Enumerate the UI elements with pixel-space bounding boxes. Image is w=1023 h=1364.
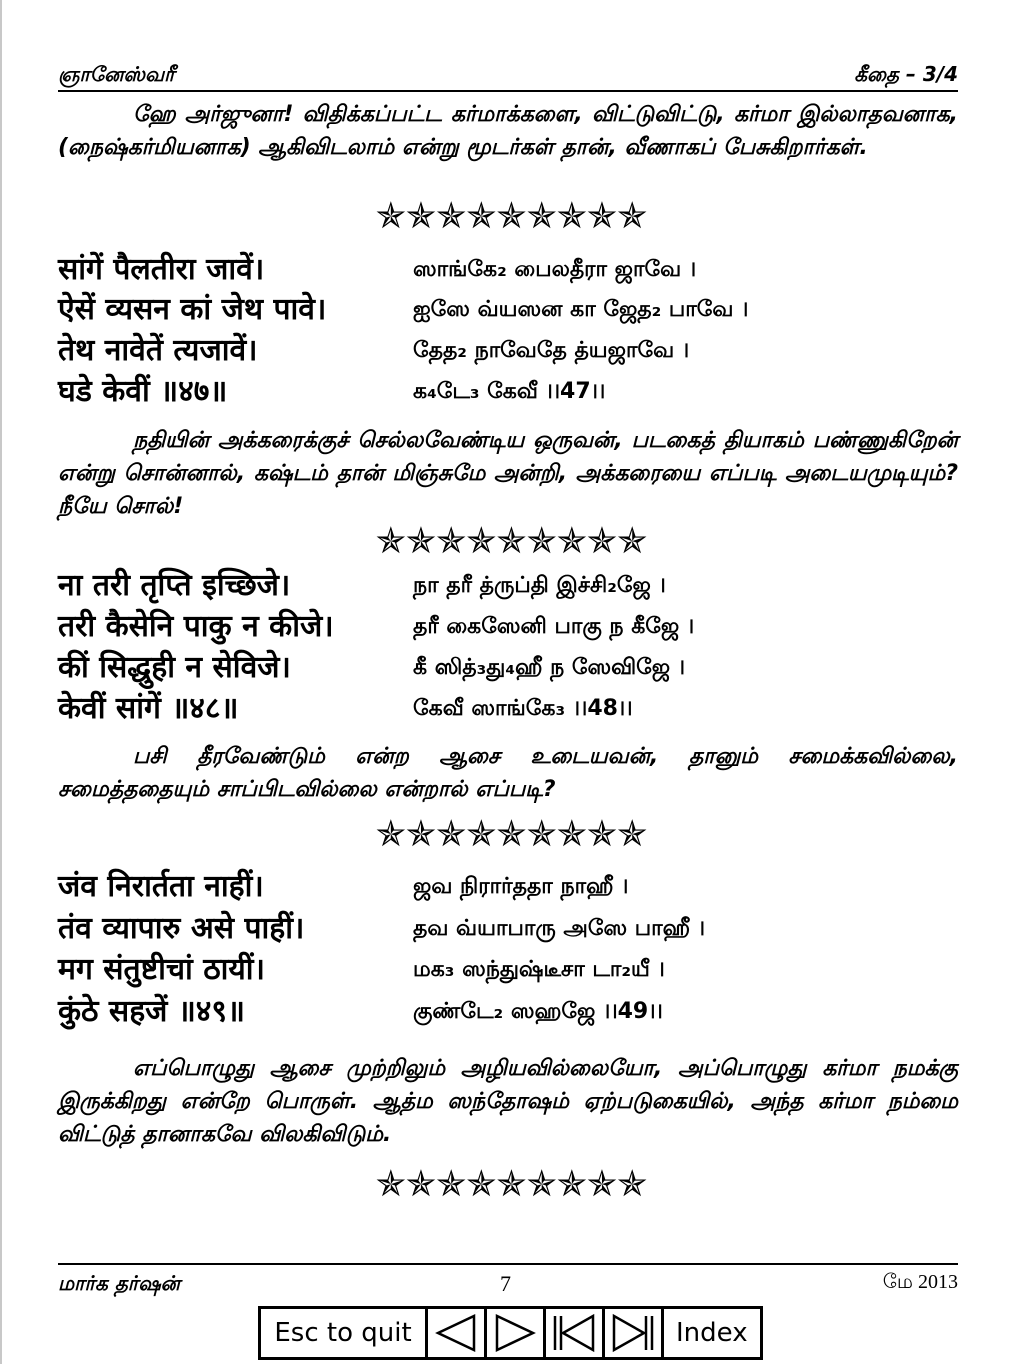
page-header bbox=[58, 60, 958, 92]
verse-devanagari: मग संतुष्टीचां ठायीं। bbox=[58, 952, 265, 987]
verse-line bbox=[58, 607, 958, 647]
verse-line bbox=[58, 566, 958, 606]
star-divider: ✯✯✯✯✯✯✯✯✯ bbox=[375, 521, 648, 562]
verse-devanagari: जंव निरार्तता नाहीं। bbox=[58, 869, 264, 904]
commentary-paragraph-3: பசி தீரவேண்டும் என்ற ஆசை உடையவன், தானும் சமைக்கவில்லை, சமைத்ததையும் சாப்பிடவில்லை என்றால் எப்படி? bbox=[58, 744, 958, 802]
verse-devanagari: कीं सिद्धुही न सेविजे। bbox=[58, 650, 291, 685]
verse-line bbox=[58, 290, 958, 330]
index-label: Index bbox=[676, 1318, 748, 1348]
verse-devanagari: तरी कैसेनि पाकु न कीजे। bbox=[58, 609, 334, 644]
header-title: ஞானேஸ்வரீ bbox=[58, 62, 175, 86]
footer-magazine: மார்க தர்ஷன் bbox=[58, 1271, 181, 1295]
verse-transliteration: தேத₂ நாவேதே த்யஜாவே । bbox=[413, 338, 690, 363]
verse-transliteration: கீ ஸித்₃து₄ஹீ ந ஸேவிஜே । bbox=[413, 655, 686, 680]
triangle-right-icon bbox=[493, 1313, 537, 1353]
verse-devanagari: घडे केवीं ॥४७॥ bbox=[58, 374, 228, 409]
first-page-button[interactable] bbox=[543, 1306, 605, 1360]
verse-devanagari: केवीं सांगें ॥४८॥ bbox=[58, 691, 239, 726]
skip-to-start-icon bbox=[551, 1313, 597, 1353]
verse-line bbox=[58, 909, 958, 949]
verse-line bbox=[58, 372, 958, 412]
page-number: 7 bbox=[500, 1271, 511, 1296]
verse-transliteration: தவ வ்யாபாரு அஸே பாஹீ । bbox=[413, 916, 705, 941]
verse-line bbox=[58, 648, 958, 688]
next-page-button[interactable] bbox=[484, 1306, 546, 1360]
star-divider: ✯✯✯✯✯✯✯✯✯ bbox=[375, 1164, 648, 1205]
verse-transliteration: க₄டே₃ கேவீ ।।47।। bbox=[413, 379, 606, 404]
verse-transliteration: குண்டே₂ ஸஹஜே ।।49।। bbox=[413, 999, 663, 1024]
verse-line bbox=[58, 689, 958, 729]
index-button[interactable] bbox=[661, 1306, 763, 1360]
commentary-paragraph-1: ஹே அர்ஜுனா! விதிக்கப்பட்ட கர்மாக்களை, விட்டுவிட்டு, கர்மா இல்லாதவனாக, (நைஷ்கர்மியனாக) ஆகிவிடலாம் என்று மூடர்கள் தான், வீணாகப் பேசுகிறார்கள். bbox=[58, 102, 958, 160]
verse-line bbox=[58, 867, 958, 907]
verse-transliteration: மக₃ ஸந்துஷ்டீசா டா₂யீ । bbox=[413, 957, 665, 982]
star-divider: ✯✯✯✯✯✯✯✯✯ bbox=[375, 814, 648, 855]
verse-devanagari: सांगें पैलतीरा जावें। bbox=[58, 252, 265, 287]
verse-devanagari: ना तरी तृप्ति इच्छिजे। bbox=[58, 568, 291, 603]
verse-line bbox=[58, 950, 958, 990]
last-page-button[interactable] bbox=[602, 1306, 664, 1360]
verse-devanagari: तेथ नावेतें त्यजावें। bbox=[58, 333, 258, 368]
verse-transliteration: நா தரீ த்ருப்தி இச்சி₂ஜே । bbox=[413, 573, 666, 598]
page-footer bbox=[58, 1263, 958, 1301]
verse-transliteration: ஐஸே வ்யஸன கா ஜேத₂ பாவே । bbox=[413, 297, 749, 322]
verse-transliteration: ஜவ நிரார்ததா நாஹீ । bbox=[413, 874, 629, 899]
commentary-paragraph-2: நதியின் அக்கரைக்குச் செல்லவேண்டிய ஒருவன், படகைத் தியாகம் பண்ணுகிறேன் என்று சொன்னால், கஷ்டம் தான் மிஞ்சுமே அன்றி, அக்கரையை எப்படி அடையமுடியும்? நீயே சொல்! bbox=[58, 428, 958, 519]
verse-devanagari: तंव व्यापारु असे पाहीं। bbox=[58, 911, 305, 946]
skip-to-end-icon bbox=[610, 1313, 656, 1353]
verse-line bbox=[58, 992, 958, 1032]
verse-devanagari: ऐसें व्यसन कां जेथ पावे। bbox=[58, 292, 327, 327]
verse-transliteration: தரீ கைஸேனி பாகு ந கீஜே । bbox=[413, 614, 695, 639]
esc-to-quit-label: Esc to quit bbox=[274, 1318, 412, 1348]
footer-date: மே 2013 bbox=[882, 1271, 958, 1293]
verse-transliteration: கேவீ ஸாங்கே₃ ।।48।। bbox=[413, 696, 633, 721]
star-divider: ✯✯✯✯✯✯✯✯✯ bbox=[375, 196, 648, 237]
verse-devanagari: कुंठे सहजें ॥४९॥ bbox=[58, 994, 245, 1029]
commentary-paragraph-4: எப்பொழுது ஆசை முற்றிலும் அழியவில்லையோ, அப்பொழுது கர்மா நமக்கு இருக்கிறது என்றே பொருள். ஆத்ம ஸந்தோஷம் ஏற்படுகையில், அந்த கர்மா நம்மை விட்டுத் தானாகவே விலகிவிடும். bbox=[58, 1056, 958, 1147]
header-chapter: கீதை – 3/4 bbox=[854, 62, 958, 86]
triangle-left-icon bbox=[434, 1313, 478, 1353]
esc-to-quit-button[interactable] bbox=[258, 1306, 428, 1360]
verse-line bbox=[58, 250, 958, 290]
navigation-bar bbox=[258, 1306, 760, 1360]
verse-line bbox=[58, 331, 958, 371]
previous-page-button[interactable] bbox=[425, 1306, 487, 1360]
verse-transliteration: ஸாங்கே₂ பைலதீரா ஜாவே । bbox=[413, 257, 697, 282]
